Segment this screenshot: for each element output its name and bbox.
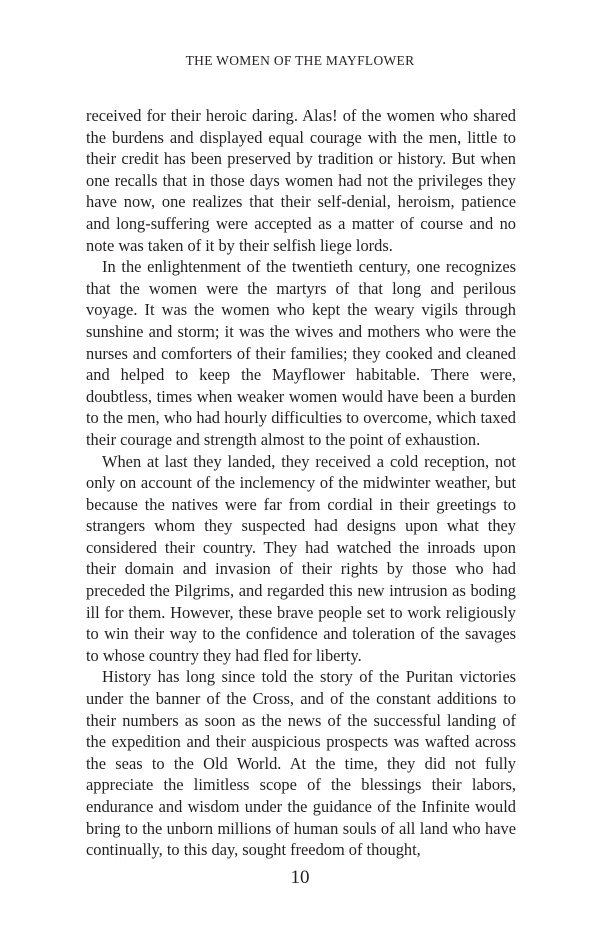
- body-text: [86, 105, 516, 861]
- running-head: THE WOMEN OF THE MAYFLOWER: [185, 53, 415, 68]
- paragraph-4: History has long since told the story of the Puritan victories under the banner of the Cross, and of the constant additions to their numbers as soon as the news of the successful landing of the expedition and their auspicious prospects was wafted across the seas to the Old World. At the time, they did not fully appreciate the limitless scope of the blessings their labors, endurance and wisdom under the guidance of the Infinite would bring to the unborn millions of human souls of all land who have continually, to this day, sought freedom of thought,: [86, 667, 516, 860]
- paragraph-1: received for their heroic daring. Alas! of the women who shared the burdens and displayed equal courage with the men, little to their credit has been preserved by tradition or history. But when one recalls that in those days women had not the privileges they have now, one realizes that their self-denial, heroism, patience and long-suffering were accepted as a matter of course and no note was taken of it by their selfish liege lords.: [86, 106, 516, 255]
- paragraph-3: When at last they landed, they received a cold reception, not only on account of the inclemency of the midwinter weather, but because the natives were far from cordial in their greetings to strangers whom they suspected had designs upon what they considered their country. They had watched the inroads upon their domain and invasion of their rights by those who had preceded the Pilgrims, and regarded this new intrusion as boding ill for them. However, these brave people set to work religiously to win their way to the confidence and toleration of the savages to whose country they had fled for liberty.: [86, 451, 516, 665]
- page-number: 10: [290, 867, 310, 888]
- paragraph-2: In the enlightenment of the twentieth century, one recognizes that the women were the martyrs of that long and perilous voyage. It was the women who kept the weary vigils through sunshine and storm; it was the wives and mothers who were the nurses and comforters of their families; they cooked and cleaned and helped to keep the Mayflower habitable. There were, doubtless, times when weaker women would have been a burden to the men, who had hourly difficulties to overcome, which taxed their courage and strength almost to the point of exhaustion.: [86, 257, 516, 449]
